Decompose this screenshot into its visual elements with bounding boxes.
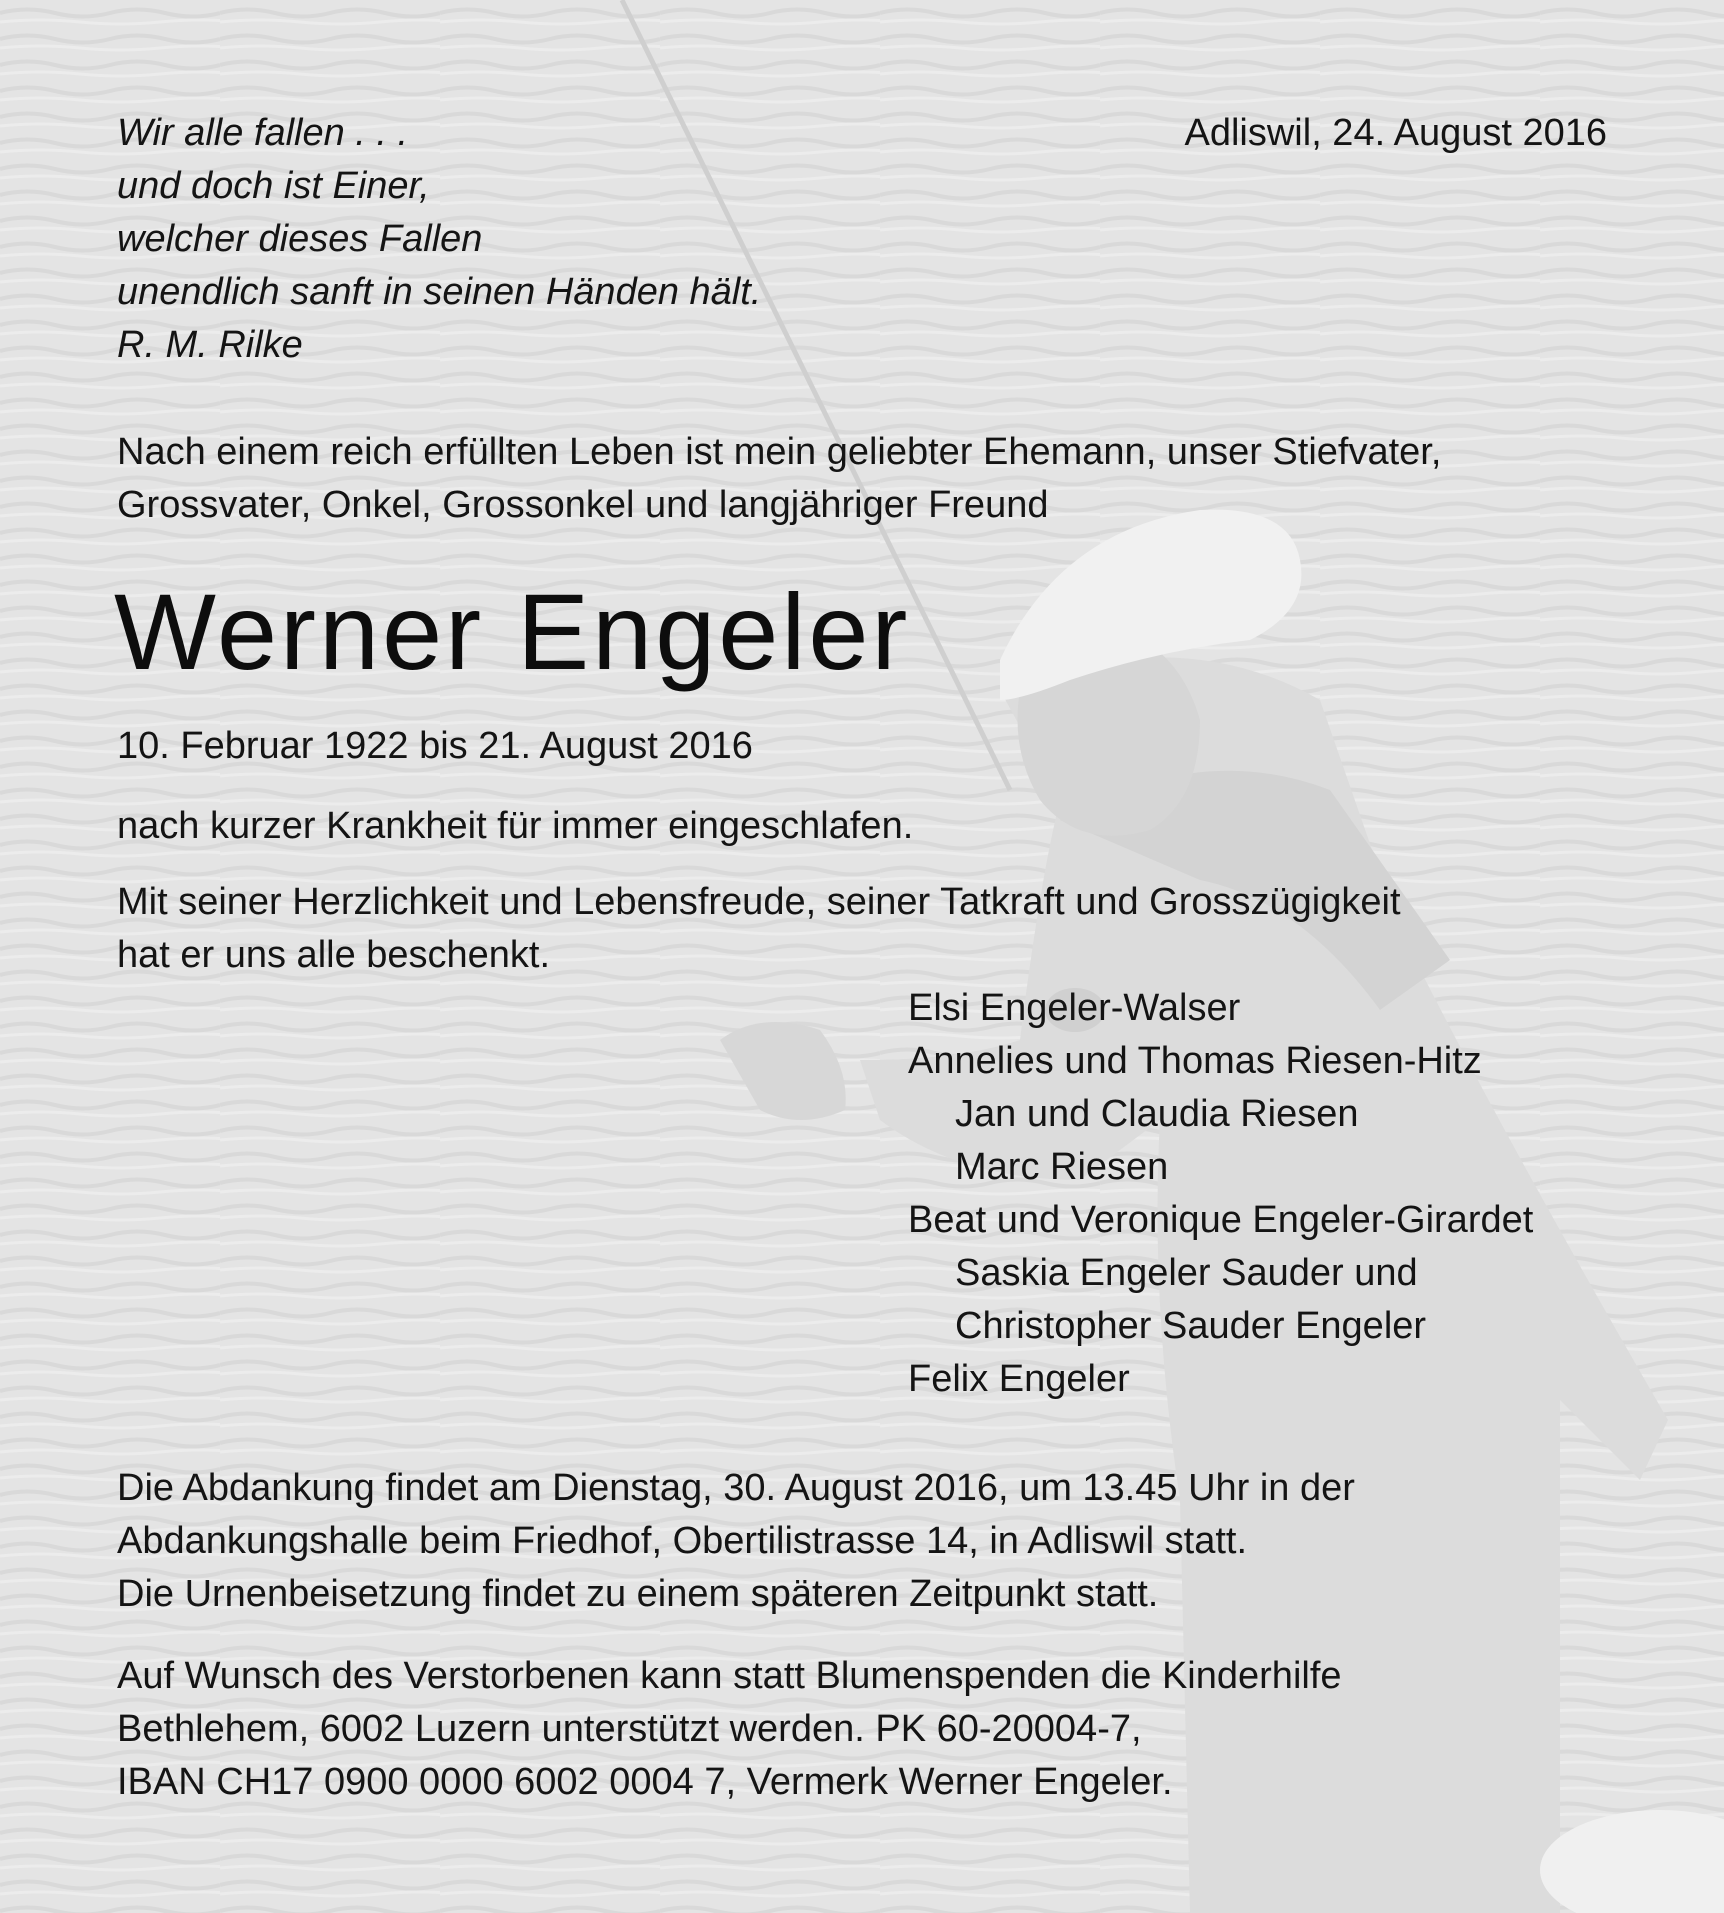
motto-line: Wir alle fallen . . . <box>117 112 409 154</box>
life-dates: 10. Februar 1922 bis 21. August 2016 <box>117 725 753 767</box>
place-and-date: Adliswil, 24. August 2016 <box>1184 112 1607 154</box>
deceased-name: Werner Engeler <box>114 571 911 692</box>
mourner-name: Jan und Claudia Riesen <box>955 1093 1359 1135</box>
motto-line: unendlich sanft in seinen Händen hält. <box>117 271 762 313</box>
donation-info <box>117 1650 1342 1809</box>
mourners-list <box>908 982 1533 1406</box>
mourner-name: Marc Riesen <box>955 1146 1169 1188</box>
motto-quote <box>117 107 761 372</box>
service-line: Die Urnenbeisetzung findet zu einem späteren Zeitpunkt statt. <box>117 1573 1159 1615</box>
tribute-line: hat er uns alle beschenkt. <box>117 934 551 976</box>
mourner-name: Elsi Engeler-Walser <box>908 987 1241 1029</box>
donation-line: Bethlehem, 6002 Luzern unterstützt werden. PK 60-20004-7, <box>117 1708 1142 1750</box>
donation-line: Auf Wunsch des Verstorbenen kann statt Blumenspenden die Kinderhilfe <box>117 1655 1342 1697</box>
tribute-text <box>117 876 1401 982</box>
intro-text <box>117 426 1441 532</box>
service-line: Abdankungshalle beim Friedhof, Obertilistrasse 14, in Adliswil statt. <box>117 1520 1247 1562</box>
donation-line: IBAN CH17 0900 0000 6002 0004 7, Vermerk Werner Engeler. <box>117 1761 1173 1803</box>
service-info <box>117 1462 1355 1621</box>
tribute-line: Mit seiner Herzlichkeit und Lebensfreude, seiner Tatkraft und Grosszügigkeit <box>117 881 1401 923</box>
intro-line: Nach einem reich erfüllten Leben ist mein geliebter Ehemann, unser Stiefvater, <box>117 431 1442 473</box>
mourner-name: Christopher Sauder Engeler <box>955 1305 1427 1347</box>
motto-line: welcher dieses Fallen <box>117 218 483 260</box>
service-line: Die Abdankung findet am Dienstag, 30. August 2016, um 13.45 Uhr in der <box>117 1467 1355 1509</box>
intro-line: Grossvater, Onkel, Grossonkel und langjähriger Freund <box>117 484 1049 526</box>
illness-text: nach kurzer Krankheit für immer eingeschlafen. <box>117 805 914 847</box>
motto-line: und doch ist Einer, <box>117 165 430 207</box>
mourner-name: Saskia Engeler Sauder und <box>955 1252 1418 1294</box>
motto-author: R. M. Rilke <box>117 324 303 366</box>
mourner-name: Beat und Veronique Engeler-Girardet <box>908 1199 1534 1241</box>
mourner-name: Felix Engeler <box>908 1358 1130 1400</box>
mourner-name: Annelies und Thomas Riesen-Hitz <box>908 1040 1482 1082</box>
